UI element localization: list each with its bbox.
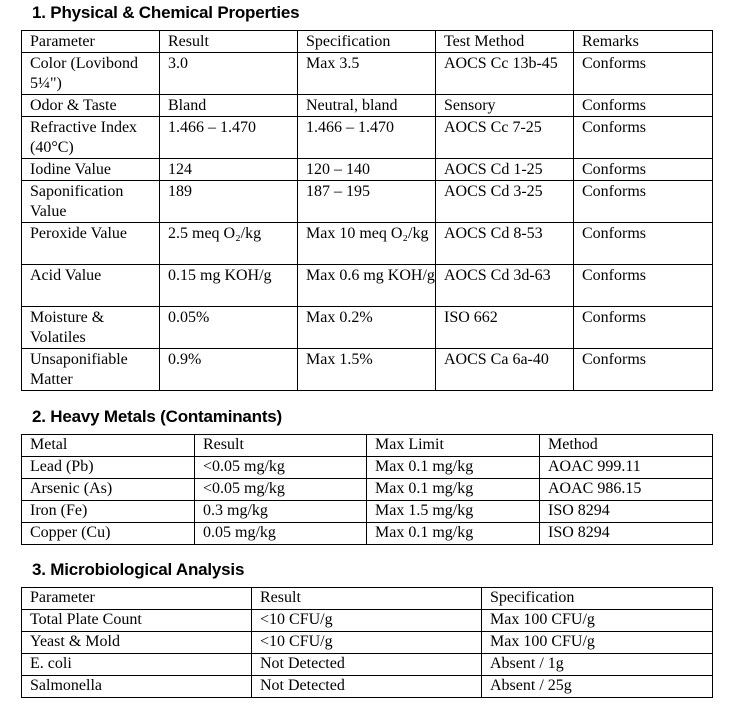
table-cell: AOCS Cd 8-53 [436, 223, 574, 265]
column-header: Result [252, 588, 482, 610]
table-cell: Copper (Cu) [22, 523, 195, 545]
table-cell: 1.466 – 1.470 [160, 117, 298, 159]
table-cell: AOAC 999.11 [540, 457, 713, 479]
table-cell: Max 3.5 [298, 53, 436, 95]
table-cell: Not Detected [252, 654, 482, 676]
column-header: Method [540, 435, 713, 457]
table-cell: Acid Value [22, 265, 160, 307]
table-row [22, 523, 713, 545]
table-cell: 0.05 mg/kg [195, 523, 367, 545]
table-cell: Conforms [574, 223, 713, 265]
table-cell: Not Detected [252, 676, 482, 698]
table-row [22, 349, 713, 391]
table-cell: E. coli [22, 654, 252, 676]
column-header: Specification [298, 31, 436, 53]
table-cell: 2.5 meq O₂/kg [160, 223, 298, 265]
table-cell: Absent / 25g [482, 676, 713, 698]
table-cell: Bland [160, 95, 298, 117]
table-cell: Neutral, bland [298, 95, 436, 117]
table-row [22, 501, 713, 523]
table-cell: AOAC 986.15 [540, 479, 713, 501]
table-row [22, 95, 713, 117]
table-cell: Max 1.5% [298, 349, 436, 391]
column-header: Result [195, 435, 367, 457]
table-cell: Iron (Fe) [22, 501, 195, 523]
table-cell: Max 100 CFU/g [482, 632, 713, 654]
table-row [22, 307, 713, 349]
table-cell: Peroxide Value [22, 223, 160, 265]
table-cell: Color (Lovibond 5¼") [22, 53, 160, 95]
table-header-row [22, 588, 713, 610]
microbiological-table [21, 587, 713, 698]
table-cell: Max 0.1 mg/kg [367, 457, 540, 479]
table-cell: Conforms [574, 265, 713, 307]
table-cell: 189 [160, 181, 298, 223]
table-cell: Iodine Value [22, 159, 160, 181]
table-cell: 3.0 [160, 53, 298, 95]
table-cell: AOCS Cd 1-25 [436, 159, 574, 181]
table-row [22, 265, 713, 307]
table-cell: Max 10 meq O₂/kg [298, 223, 436, 265]
table-cell: Max 0.2% [298, 307, 436, 349]
physical-chemical-table [21, 30, 713, 391]
table-cell: Max 0.1 mg/kg [367, 523, 540, 545]
table-cell: Conforms [574, 181, 713, 223]
table-row [22, 159, 713, 181]
table-cell: Conforms [574, 349, 713, 391]
table-cell: AOCS Cc 13b-45 [436, 53, 574, 95]
column-header: Parameter [22, 588, 252, 610]
table-cell: Yeast & Mold [22, 632, 252, 654]
table-cell: 120 – 140 [298, 159, 436, 181]
table-cell: Conforms [574, 307, 713, 349]
table-cell: <0.05 mg/kg [195, 479, 367, 501]
table-cell: Max 0.1 mg/kg [367, 479, 540, 501]
column-header: Specification [482, 588, 713, 610]
table-cell: <10 CFU/g [252, 632, 482, 654]
table-cell: 124 [160, 159, 298, 181]
table-cell: Conforms [574, 117, 713, 159]
table-cell: Odor & Taste [22, 95, 160, 117]
table-row [22, 181, 713, 223]
table-cell: AOCS Cd 3d-63 [436, 265, 574, 307]
table-cell: Moisture & Volatiles [22, 307, 160, 349]
table-cell: <10 CFU/g [252, 610, 482, 632]
table-cell: Salmonella [22, 676, 252, 698]
table-row [22, 117, 713, 159]
table-row [22, 676, 713, 698]
table-cell: Lead (Pb) [22, 457, 195, 479]
table-cell: Total Plate Count [22, 610, 252, 632]
table-cell: ISO 662 [436, 307, 574, 349]
table-cell: 0.9% [160, 349, 298, 391]
table-row [22, 654, 713, 676]
heavy-metals-table [21, 434, 713, 545]
table-cell: 0.3 mg/kg [195, 501, 367, 523]
column-header: Max Limit [367, 435, 540, 457]
table-cell: AOCS Cd 3-25 [436, 181, 574, 223]
table-row [22, 610, 713, 632]
column-header: Parameter [22, 31, 160, 53]
table-cell: Saponification Value [22, 181, 160, 223]
section-title-physical-chemical: 1. Physical & Chemical Properties [32, 3, 300, 22]
table-row [22, 457, 713, 479]
table-cell: Max 0.6 mg KOH/g [298, 265, 436, 307]
table-cell: Arsenic (As) [22, 479, 195, 501]
table-header-row [22, 31, 713, 53]
table-cell: 187 – 195 [298, 181, 436, 223]
table-cell: Max 1.5 mg/kg [367, 501, 540, 523]
section-title-heavy-metals: 2. Heavy Metals (Contaminants) [32, 407, 283, 426]
section-title-microbiological: 3. Microbiological Analysis [32, 560, 245, 579]
table-cell: Conforms [574, 95, 713, 117]
column-header: Result [160, 31, 298, 53]
column-header: Test Method [436, 31, 574, 53]
table-cell: Conforms [574, 53, 713, 95]
table-row [22, 479, 713, 501]
table-cell: <0.05 mg/kg [195, 457, 367, 479]
table-header-row [22, 435, 713, 457]
table-cell: 0.05% [160, 307, 298, 349]
table-row [22, 223, 713, 265]
table-cell: AOCS Ca 6a-40 [436, 349, 574, 391]
table-cell: Max 100 CFU/g [482, 610, 713, 632]
table-cell: ISO 8294 [540, 523, 713, 545]
column-header: Remarks [574, 31, 713, 53]
column-header: Metal [22, 435, 195, 457]
table-cell: 0.15 mg KOH/g [160, 265, 298, 307]
table-cell: Conforms [574, 159, 713, 181]
table-cell: Unsaponifiable Matter [22, 349, 160, 391]
table-cell: AOCS Cc 7-25 [436, 117, 574, 159]
table-cell: ISO 8294 [540, 501, 713, 523]
table-cell: Refractive Index (40°C) [22, 117, 160, 159]
table-cell: 1.466 – 1.470 [298, 117, 436, 159]
table-cell: Sensory [436, 95, 574, 117]
table-cell: Absent / 1g [482, 654, 713, 676]
table-row [22, 632, 713, 654]
table-row [22, 53, 713, 95]
